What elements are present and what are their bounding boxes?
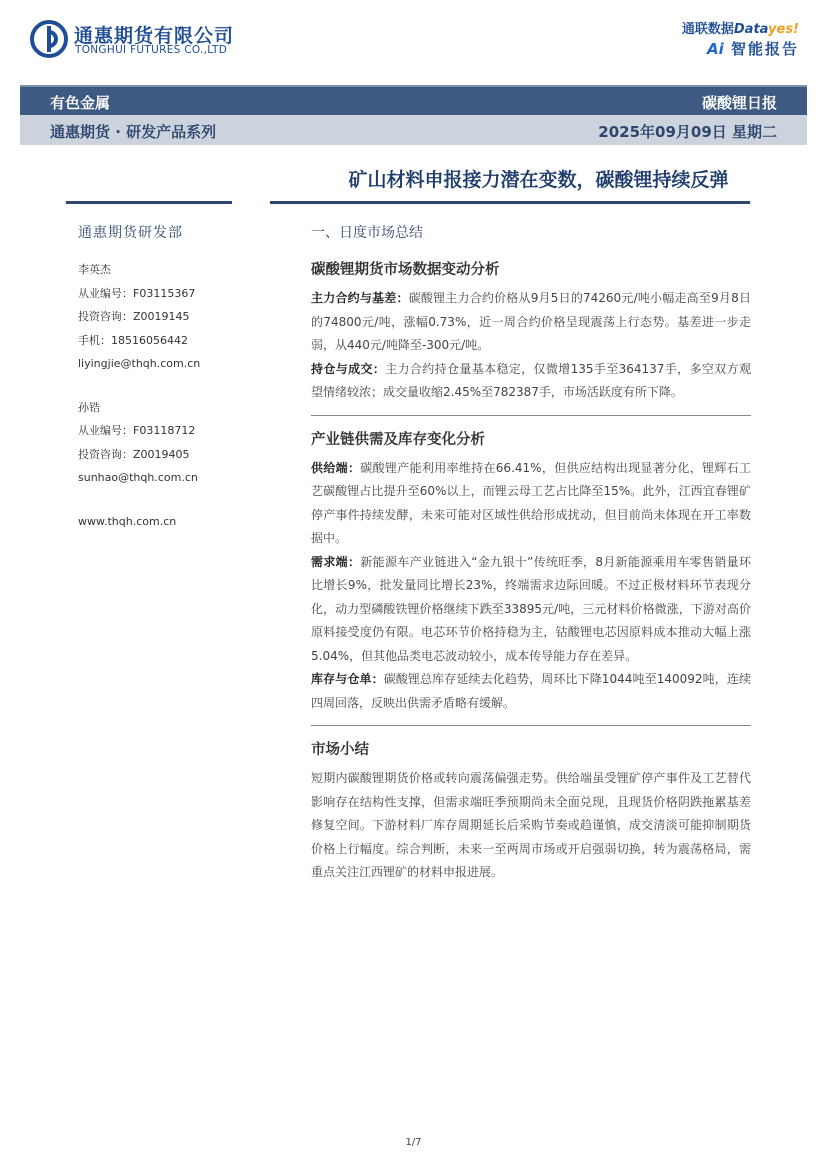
- paragraph-text: 碳酸锂总库存延续去化趋势，周环比下降1044吨至140092吨，连续四周回落，反映出供需矛盾略有缓解。: [311, 672, 751, 710]
- paragraph: [311, 457, 751, 551]
- datayes-data: Data: [733, 22, 769, 37]
- paragraph-text: 主力合约持仓量基本稳定，仅微增135手至364137手，多空双方观望情绪较浓；成交量收缩2.45%至782387手，市场活跃度有所下降。: [311, 361, 751, 399]
- analyst-advisory: 投资咨询：Z0019145: [78, 310, 190, 323]
- section-divider: [311, 415, 751, 416]
- ai-prefix: Ai: [706, 40, 724, 58]
- analyst-license: 从业编号：F03115367: [78, 286, 196, 300]
- paragraph: [311, 668, 751, 715]
- company-name-en: TONGHUI FUTURES CO.,LTD: [75, 44, 228, 56]
- analyst-name: 孙锆: [78, 400, 100, 414]
- paragraph-text: 新能源车产业链进入“金九银十”传统旺季，8月新能源乘用车零售销量环比增长9%，批发量同比增长23%，终端需求边际回暖。不过正极材料环节表现分化，动力型磷酸铁锂价格继续下跌至33895元/吨，三元材料价格微涨，下游对高价原料接受度仍有限。电芯环节价格持稳为主，钴酸锂电芯因原料成本推动大幅上涨5.04%，但其他品类电芯波动较小，成本传导能力存在差异。: [311, 554, 751, 663]
- series-label: 通惠期货 · 研发产品系列: [50, 123, 217, 141]
- analyst-license: 从业编号：F03118712: [78, 424, 196, 437]
- datayes-cn: 通联数据: [681, 22, 734, 37]
- main-content: [311, 222, 751, 885]
- paragraph-label: 持仓与成交：: [311, 361, 386, 376]
- paragraph-text: 短期内碳酸锂期货价格或转向震荡偏强走势。供给端虽受锂矿停产事件及工艺替代影响存在结构性支撑，但需求端旺季预期尚未全面兑现，且现货价格阴跌拖累基差修复空间。下游材料厂库存周期延长后采购节奏或趋谨慎，成交清淡可能抑制期货价格上行幅度。综合判断，未来一至两周市场或开启强弱切换，转为震荡格局，需重点关注江西锂矿的材料申报进展。: [311, 771, 751, 879]
- tonghui-logo-icon: [30, 20, 68, 58]
- paragraph: [311, 551, 751, 669]
- page-title: 矿山材料申报接力潜在变数，碳酸锂持续反弹: [348, 169, 729, 191]
- paragraph-text: 碳酸锂产能利用率维持在66.41%，但供应结构出现显著分化，锂辉石工艺碳酸锂占比提升至60%以上，而锂云母工艺占比降至15%。此外，江西宜春锂矿停产事件持续发酵，未来可能对区域性供给形成扰动，但目前尚未体现在开工率数据中。: [311, 460, 751, 545]
- analyst-advisory: 投资咨询：Z0019405: [78, 447, 190, 461]
- analyst-email[interactable]: sunhao@thqh.com.cn: [78, 471, 198, 484]
- section-divider: [311, 725, 751, 726]
- analyst-email[interactable]: liyingjie@thqh.com.cn: [78, 357, 201, 370]
- paragraph-label: 需求端：: [311, 554, 361, 569]
- datayes-yes: yes!: [768, 22, 799, 37]
- ai-report-logo: [707, 38, 799, 59]
- divider-right: [270, 201, 750, 204]
- sector-label: 有色金属: [50, 94, 111, 112]
- paragraph-text: 碳酸锂主力合约价格从9月5日的74260元/吨小幅走高至9月8日的74800元/吨，涨幅0.73%，近一周合约价格呈现震荡上行态势。基差进一步走弱，从440元/吨降至-300元/吨。: [311, 291, 751, 352]
- block-heading: 碳酸锂期货市场数据变动分析: [311, 262, 500, 278]
- analyst-name: 李英杰: [78, 263, 111, 276]
- paragraph-label: 供给端：: [311, 460, 361, 475]
- paragraph: [311, 358, 751, 405]
- page-number: 1/7: [405, 1137, 422, 1148]
- ai-report-text: 智能报告: [730, 40, 799, 58]
- paragraph: [311, 287, 751, 358]
- paragraph-label: 主力合约与基差：: [311, 291, 409, 305]
- dept-name: 通惠期货研发部: [78, 225, 183, 241]
- banner-top: [20, 85, 807, 115]
- sidebar: [78, 222, 258, 533]
- website-link[interactable]: www.thqh.com.cn: [78, 514, 177, 528]
- section-heading: 一、日度市场总结: [311, 225, 423, 241]
- paragraph-label: 库存与仓单：: [311, 672, 384, 686]
- report-type: 碳酸锂日报: [701, 94, 777, 112]
- block-heading: 产业链供需及库存变化分析: [311, 431, 485, 448]
- analyst-phone: 手机：18516056442: [78, 333, 188, 347]
- report-date: 2025年09月09日 星期二: [598, 123, 777, 141]
- banner-bottom: [20, 115, 807, 145]
- block-heading: 市场小结: [311, 742, 369, 758]
- company-name-cn: 通惠期货有限公司: [74, 25, 235, 47]
- datayes-logo: [682, 18, 799, 37]
- divider-left: [66, 201, 232, 204]
